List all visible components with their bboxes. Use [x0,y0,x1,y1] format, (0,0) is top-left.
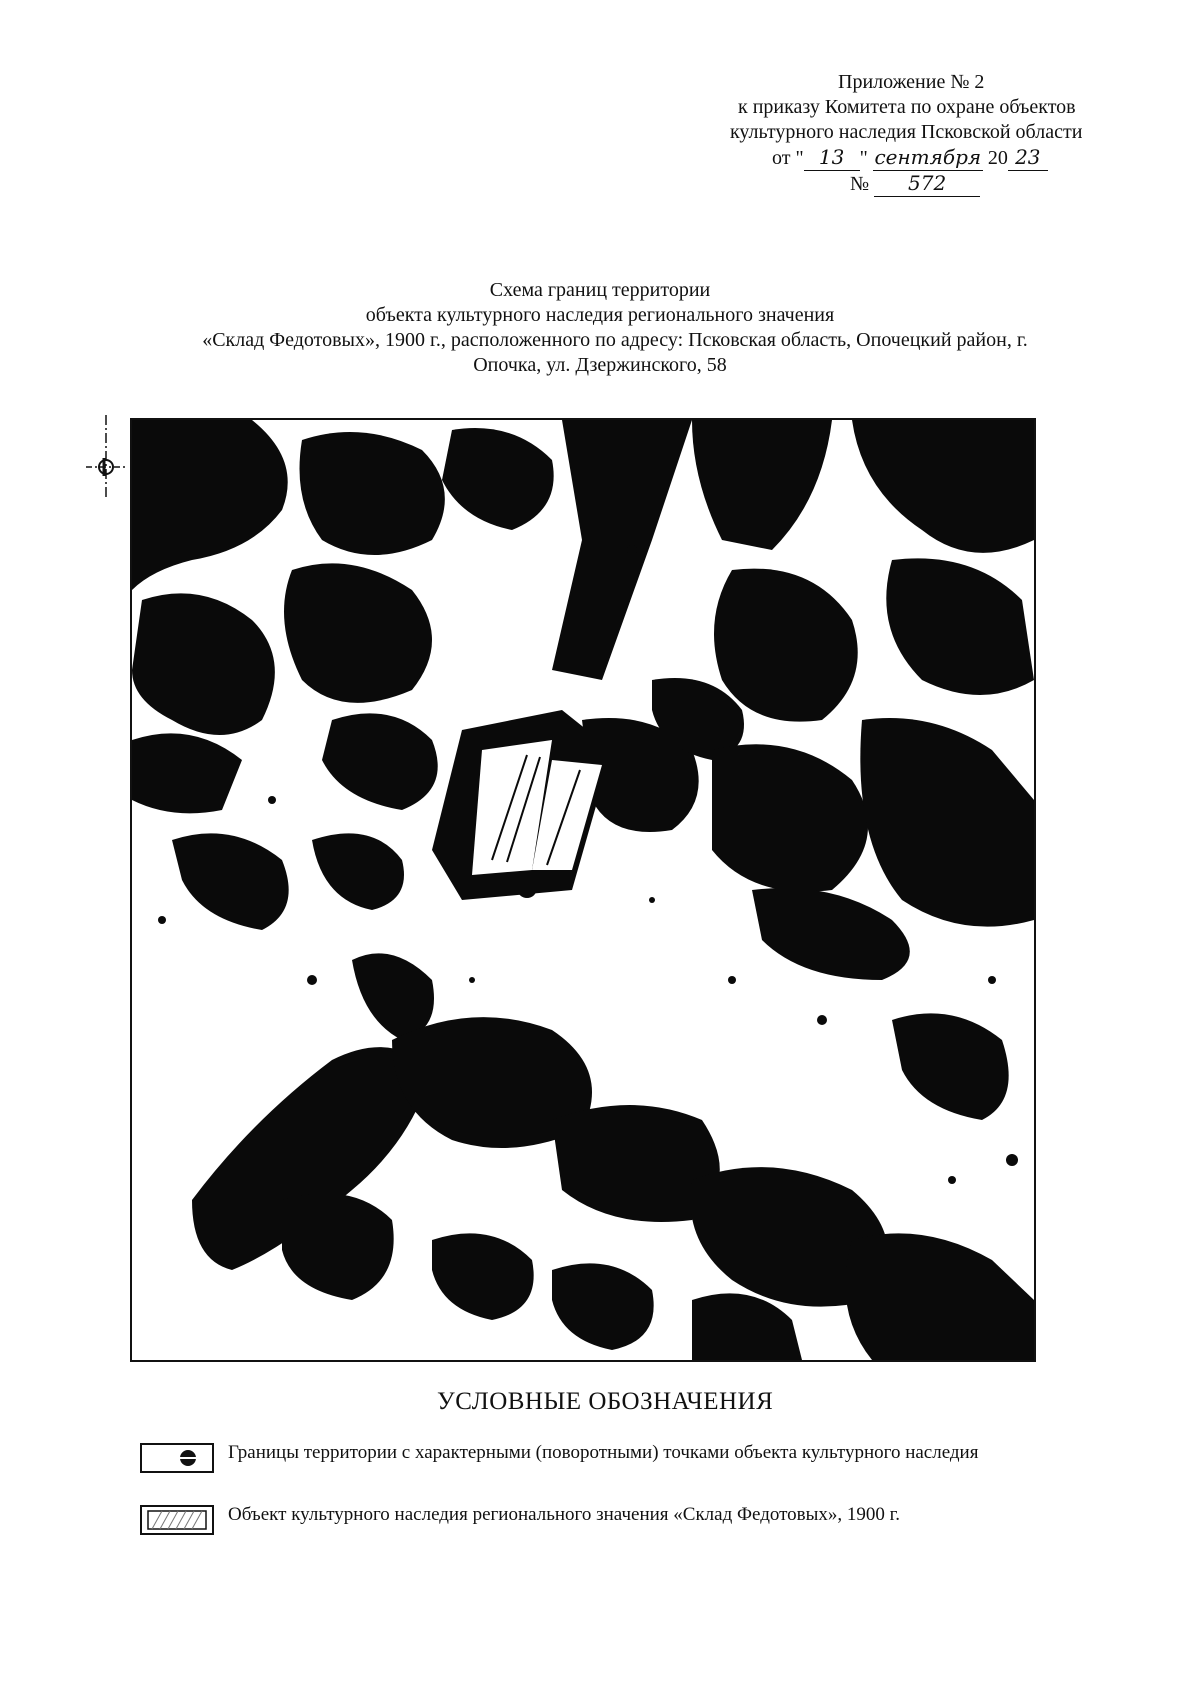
title-line-4: Опочка, ул. Дзержинского, 58 [473,354,727,376]
legend-title: УСЛОВНЫЕ ОБОЗНАЧЕНИЯ [437,1388,774,1415]
appendix-label: Приложение № 2 [838,71,985,93]
order-number [730,171,1130,197]
title-line-1: Схема границ территории [489,279,711,301]
aerial-map-image [132,420,1034,1360]
order-reference: к приказу Комитета по охране объектов [738,96,1076,118]
number-prefix: № [850,173,870,195]
scheme-title [150,278,1050,378]
date-year: 23 [1008,145,1048,171]
number-value: 572 [874,171,980,197]
date-year-prefix: 20 [987,147,1008,169]
legend-item-label: Границы территории с характерными (поворотными) точками объекта культурного наследия [228,1442,979,1463]
date-mid: " [859,147,868,169]
title-line-2: объекта культурного наследия регионального значения [365,304,835,326]
date-month: сентября [874,145,982,169]
title-line-3: «Склад Федотовых», 1900 г., расположенного по адресу: Псковская область, Опочецкий район, г. [202,329,1028,351]
hatched-object-icon [140,1505,214,1535]
legend-item-label: Объект культурного наследия регионального значения «Склад Федотовых», 1900 г. [228,1504,901,1525]
boundary-point-icon [140,1443,214,1473]
document-header [730,70,1130,197]
aerial-map [130,418,1036,1362]
date-prefix: от " [772,147,804,169]
order-date [730,145,1130,171]
north-arrow-icon [86,415,126,500]
committee-name: культурного наследия Псковской области [730,121,1083,143]
date-day: 13 [804,145,860,171]
